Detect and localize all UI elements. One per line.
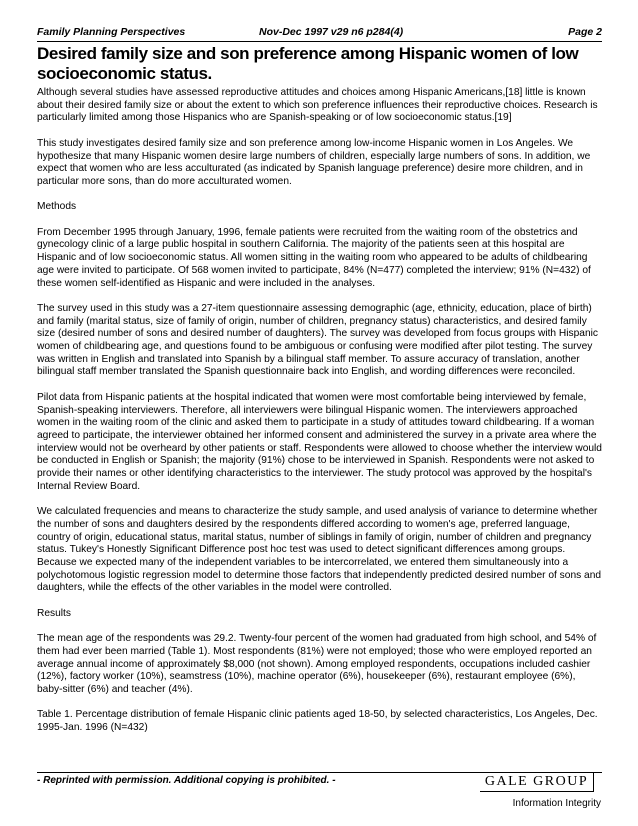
paragraph: Although several studies have assessed reproductive attitudes and choices among Hispanic Americans,[18] little is known about their desired family size or about the extent to which son preference influences their reproductive choices. Research is particularly limited among those Hispanics who are Spanish-speaking or of low socioeconomic status.[19] (37, 87, 598, 124)
gale-group-logo: GALE GROUP (480, 772, 594, 792)
paragraph: From December 1995 through January, 1996, female patients were recruited from the waiting room of the obstetrics and gynecology clinic of a large public hospital in southern California. The majority of the patients seen at this hospital are Hispanic and of low socioeconomic status. All women sitting in the waiting room who appeared to be adults of childbearing age were invited to participate. Of 568 women invited to participate, 84% (N=477) completed the interview; 91% (N=432) of these women self-identified as Hispanic and were included in the analyses. (37, 226, 591, 289)
paragraph: The mean age of the respondents was 29.2. Twenty-four percent of the women had graduated from high school, and 54% of them had ever been married (Table 1). Most respondents (81%) were not employed; those who were employed reported an average annual income of approximately $8,000 (not shown). Among employed respondents, occupations included cashier (12%), factory worker (10%), seamstress (10%), machine operator (6%), housekeeper (6%), restaurant employee (6%), baby-sitter (6%) and teacher (4%). (37, 633, 597, 695)
copyright-note: - Reprinted with permission. Additional copying is prohibited. - (37, 775, 336, 786)
paragraph: Pilot data from Hispanic patients at the hospital indicated that women were most comfortable being interviewed by female, Spanish-speaking interviewers. Therefore, all interviewers were bilingual Hispanic women. The interviewers approached women in the waiting room of the clinic and asked them to participate in a study of attitudes toward childbearing. If a woman agreed to participate, the interviewer obtained her informed consent and administered the survey in a private area where the interview would not be overheard by other patients or staff. Respondents were allowed to choose whether the interview would be conducted in English or Spanish; the majority (91%) chose to be interviewed in Spanish. Respondents were not asked to provide their names or other identifying characteristics to the interviewer. The study protocol was approved by the hospital's Internal Review Board. (37, 391, 602, 492)
brand-tagline: Information Integrity (512, 798, 601, 809)
section-heading-results: Results (37, 607, 71, 619)
issue-info: Nov-Dec 1997 v29 n6 p284(4) (259, 26, 404, 38)
page-header (37, 26, 602, 40)
table-caption: Table 1. Percentage distribution of female Hispanic clinic patients aged 18-50, by selected characteristics, Los Angeles, Dec. 1995-Jan. 1996 (N=432) (37, 709, 598, 734)
article-title: Desired family size and son preference among Hispanic women of low socioeconomic status. (37, 44, 579, 83)
paragraph: This study investigates desired family size and son preference among low-income Hispanic women in Los Angeles. We hypothesize that many Hispanic women desire large numbers of children, especially large numbers of sons. In addition, we expect that women who are less acculturated (as indicated by Spanish language preference) desire more children, and in particular more sons, than do more acculturated women. (37, 137, 591, 187)
paragraph: The survey used in this study was a 27-item questionnaire assessing demographic (age, ethnicity, education, place of birth) and family (marital status, size of family of origin, number of children, pregnancy status) characteristics, and desired family size (desired number of sons and desired number of daughters). The survey was developed from focus groups with Hispanic women of childbearing age, and questions found to be ambiguous or confusing were modified after pilot testing. The survey was written in English and translated into Spanish by a bilingual staff member. To assure accuracy of translation, another bilingual staff member translated the Spanish questionnaire back into English, and wording differences were reconciled. (37, 302, 598, 378)
paragraph: We calculated frequencies and means to characterize the study sample, and used analysis of variance to determine whether the number of sons and daughters desired by the respondents differed according to women's age, preferred language, country of origin, educational status, marital status, number of siblings in family of origin, number of children and pregnancy status. Tukey's Honestly Significant Difference post hoc test was used to detect significant differences among groups. Because we expected many of the independent variables to be intercorrelated, we entered them simultaneously into a polychotomous logistic regression model to determine those factors that independently predicted desired number of sons and daughters, while the effects of the other variables in the model were controlled. (37, 506, 602, 594)
publication-name: Family Planning Perspectives (37, 26, 186, 38)
article-body (37, 87, 603, 747)
page-number: Page 2 (568, 26, 602, 38)
section-heading-methods: Methods (37, 201, 77, 213)
header-rule (37, 41, 602, 42)
